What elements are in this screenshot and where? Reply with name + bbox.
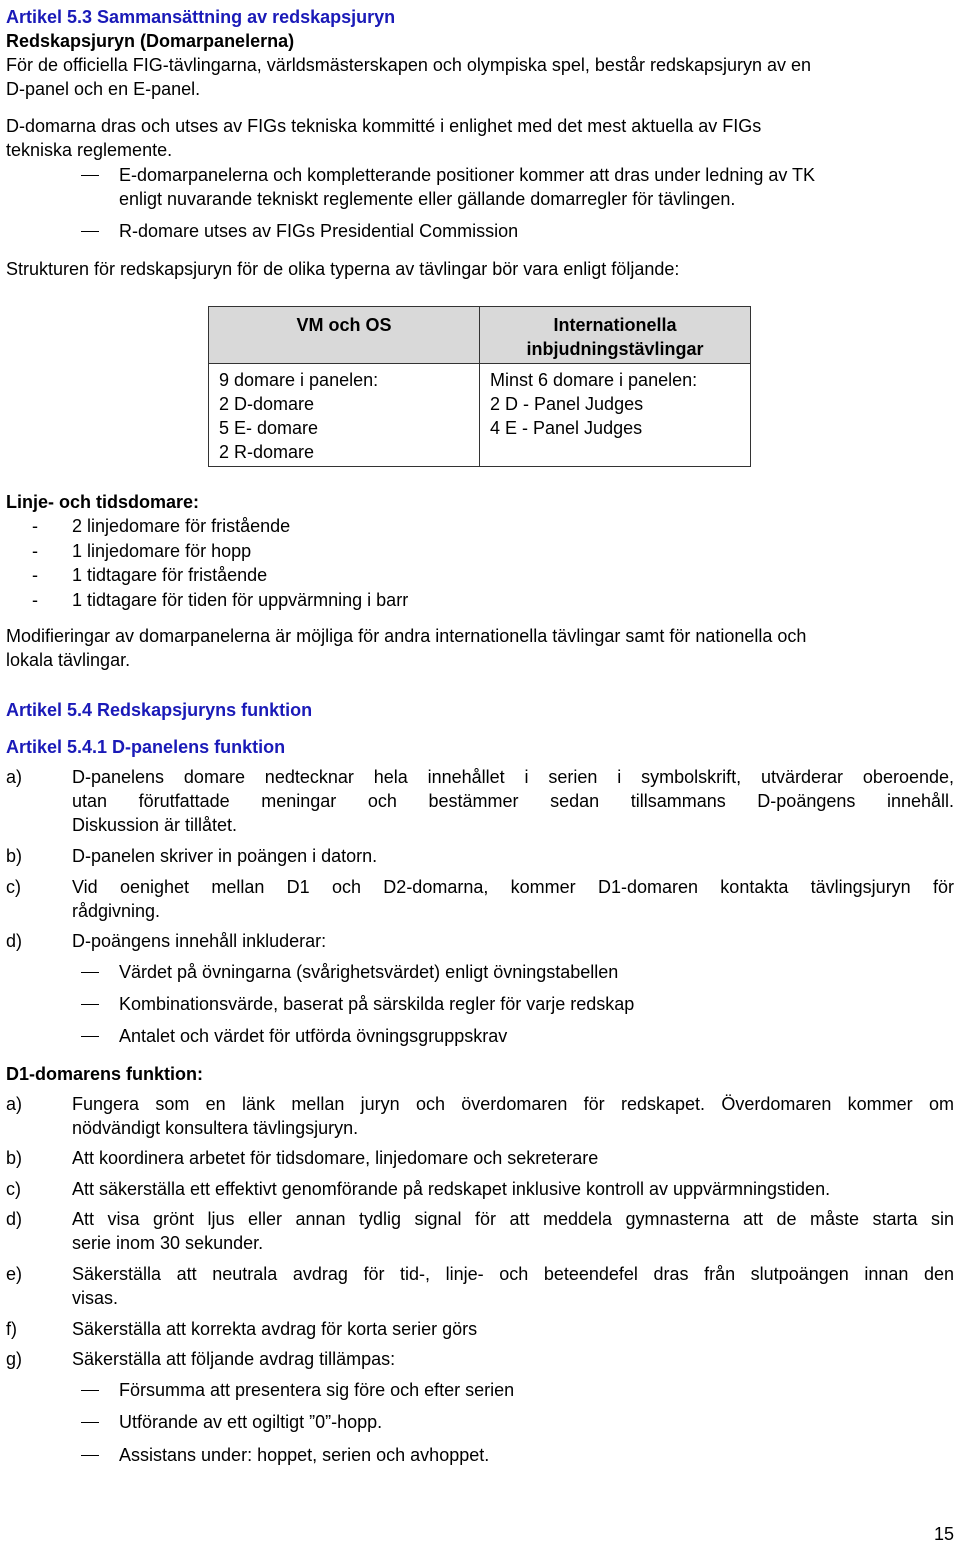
article-heading-5-4-1: Artikel 5.4.1 D-panelens funktion [6, 737, 286, 757]
list-item [6, 765, 954, 837]
bullet-text: Värdet på övningarna (svårighetsvärdet) enligt övningstabellen [119, 962, 619, 982]
bullet-item [119, 1443, 489, 1467]
paragraph-2-line-2: tekniska reglemente. [6, 140, 173, 160]
text-line: Säkerställa att neutrala avdrag för tid-, linje- och beteendefel dras från slutpoängen innan den [72, 1264, 954, 1284]
article-heading-5-4: Artikel 5.4 Redskapsjuryns funktion [6, 700, 313, 720]
bullet-item [119, 992, 634, 1016]
list-letter: b) [6, 846, 23, 866]
text-line: D-panelens domare nedtecknar hela innehållet i serien i symbolskrift, utvärderar oberoende, [72, 767, 954, 787]
list-letter: g) [6, 1349, 23, 1369]
table-header-text: Internationella [553, 315, 677, 335]
bullet-text: Assistans under: hoppet, serien och avhoppet. [119, 1445, 490, 1465]
list-letter: c) [6, 1179, 21, 1199]
dash-bullet-icon [81, 1036, 99, 1037]
list-item-text: 1 linjedomare för hopp [72, 541, 252, 561]
bullet-text: Utförande av ett ogiltigt ”0”-hopp. [119, 1412, 383, 1432]
list-item-text: Att säkerställa ett effektivt genomförande på redskapet inklusive kontroll av uppvärmningstiden. [72, 1179, 831, 1199]
text-line: serie inom 30 sekunder. [72, 1233, 264, 1253]
dash-bullet-icon [81, 1455, 99, 1456]
list-item-text: Säkerställa att korrekta avdrag för korta serier görs [72, 1319, 478, 1339]
bullet-text: Försumma att presentera sig före och efter serien [119, 1380, 515, 1400]
table-header-text: inbjudningstävlingar [526, 339, 704, 359]
bullet-item [119, 219, 518, 243]
table-cell-line: 4 E - Panel Judges [490, 418, 643, 438]
list-item-text: 2 linjedomare för fristående [72, 516, 291, 536]
list-letter: a) [6, 767, 23, 787]
dash-bullet-icon: - [32, 590, 38, 610]
list-item-text [72, 875, 954, 923]
table-cell-line: 2 D-domare [219, 394, 315, 414]
dash-bullet-icon [81, 1422, 99, 1423]
table-cell-line: 2 D - Panel Judges [490, 394, 644, 414]
article-heading-5-3: Artikel 5.3 Sammansättning av redskapsjuryn [6, 7, 396, 27]
dash-bullet-icon: - [32, 541, 38, 561]
list-item-text [72, 1207, 954, 1255]
list-item-text: Att koordinera arbetet för tidsdomare, linjedomare och sekreterare [72, 1148, 599, 1168]
bullet-item [119, 960, 618, 984]
section-subheading: Redskapsjuryn (Domarpanelerna) [6, 31, 295, 51]
list-letter: a) [6, 1094, 23, 1114]
list-letter: e) [6, 1264, 23, 1284]
text-line: rådgivning. [72, 901, 161, 921]
dash-bullet-icon [81, 972, 99, 973]
linje-heading: Linje- och tidsdomare: [6, 492, 200, 512]
table-cell-line: 9 domare i panelen: [219, 370, 379, 390]
list-item-text [72, 1262, 954, 1310]
text-line: nödvändigt konsultera tävlingsjuryn. [72, 1118, 359, 1138]
paragraph-2-line-1: D-domarna dras och utses av FIGs tekniska kommitté i enlighet med det mest aktuella av FIGs [6, 116, 762, 136]
table-cell-vm-os [209, 364, 480, 467]
text-line: utan förutfattade meningar och bestämmer sedan tillsammans D-poängens innehåll. [72, 791, 954, 811]
page-number: 15 [933, 1524, 954, 1544]
text-line: Fungera som en länk mellan juryn och överdomaren för redskapet. Överdomaren kommer om [72, 1094, 954, 1114]
dash-bullet-icon [81, 1390, 99, 1391]
list-letter: d) [6, 1209, 23, 1229]
dash-bullet-icon [81, 231, 99, 232]
paragraph-4-line-2: lokala tävlingar. [6, 650, 131, 670]
dash-bullet-icon: - [32, 516, 38, 536]
list-letter: d) [6, 931, 23, 951]
text-line: visas. [72, 1288, 119, 1308]
d1-heading: D1-domarens funktion: [6, 1064, 204, 1084]
bullet-item [119, 1024, 507, 1048]
paragraph-4-line-1: Modifieringar av domarpanelerna är möjliga för andra internationella tävlingar samt för nationella och [6, 626, 807, 646]
list-letter: c) [6, 877, 21, 897]
list-letter: b) [6, 1148, 23, 1168]
dash-bullet-icon [81, 1004, 99, 1005]
table-header-text: VM och OS [296, 315, 392, 335]
list-item-text [72, 1092, 954, 1140]
list-item-text: 1 tidtagare för tiden för uppvärmning i barr [72, 590, 409, 610]
table-header-vm-os [209, 307, 480, 364]
table-cell-line: 5 E- domare [219, 418, 319, 438]
list-item-text: 1 tidtagare för fristående [72, 565, 268, 585]
list-letter: f) [6, 1319, 17, 1339]
table-cell-line: 2 R-domare [219, 442, 315, 462]
paragraph-1-line-2: D-panel och en E-panel. [6, 79, 201, 99]
bullet-text: Antalet och värdet för utförda övningsgruppskrav [119, 1026, 508, 1046]
paragraph-3: Strukturen för redskapsjuryn för de olika typerna av tävlingar bör vara enligt följande: [6, 259, 680, 279]
list-item-text: D-panelen skriver in poängen i datorn. [72, 846, 378, 866]
list-item-text [72, 765, 954, 837]
bullet-text: Kombinationsvärde, baserat på särskilda regler för varje redskap [119, 994, 635, 1014]
dash-bullet-icon: - [32, 565, 38, 585]
paragraph-1-line-1: För de officiella FIG-tävlingarna, världsmästerskapen och olympiska spel, består redskapsjuryn av en [6, 55, 812, 75]
list-item-text: D-poängens innehåll inkluderar: [72, 931, 327, 951]
table-cell-international [480, 364, 751, 467]
bullet-line-1: E-domarpanelerna och kompletterande positioner kommer att dras under ledning av TK [119, 165, 816, 185]
table-header-international [480, 307, 751, 364]
dash-bullet-icon [81, 175, 99, 176]
text-line: Att visa grönt ljus eller annan tydlig signal för att meddela gymnasterna att de måste starta sin [72, 1209, 954, 1229]
list-item-text: Säkerställa att följande avdrag tillämpas: [72, 1349, 396, 1369]
bullet-line-1: R-domare utses av FIGs Presidential Commission [119, 221, 519, 241]
jury-structure-table [208, 306, 751, 467]
bullet-item [119, 1410, 382, 1434]
text-line: Diskussion är tillåtet. [72, 815, 238, 835]
bullet-item [119, 163, 815, 211]
table-cell-line: Minst 6 domare i panelen: [490, 370, 698, 390]
bullet-item [119, 1378, 514, 1402]
bullet-line-2: enligt nuvarande tekniskt reglemente eller gällande domarregler för tävlingen. [119, 189, 736, 209]
text-line: Vid oenighet mellan D1 och D2-domarna, kommer D1-domaren kontakta tävlingsjuryn för [72, 877, 954, 897]
